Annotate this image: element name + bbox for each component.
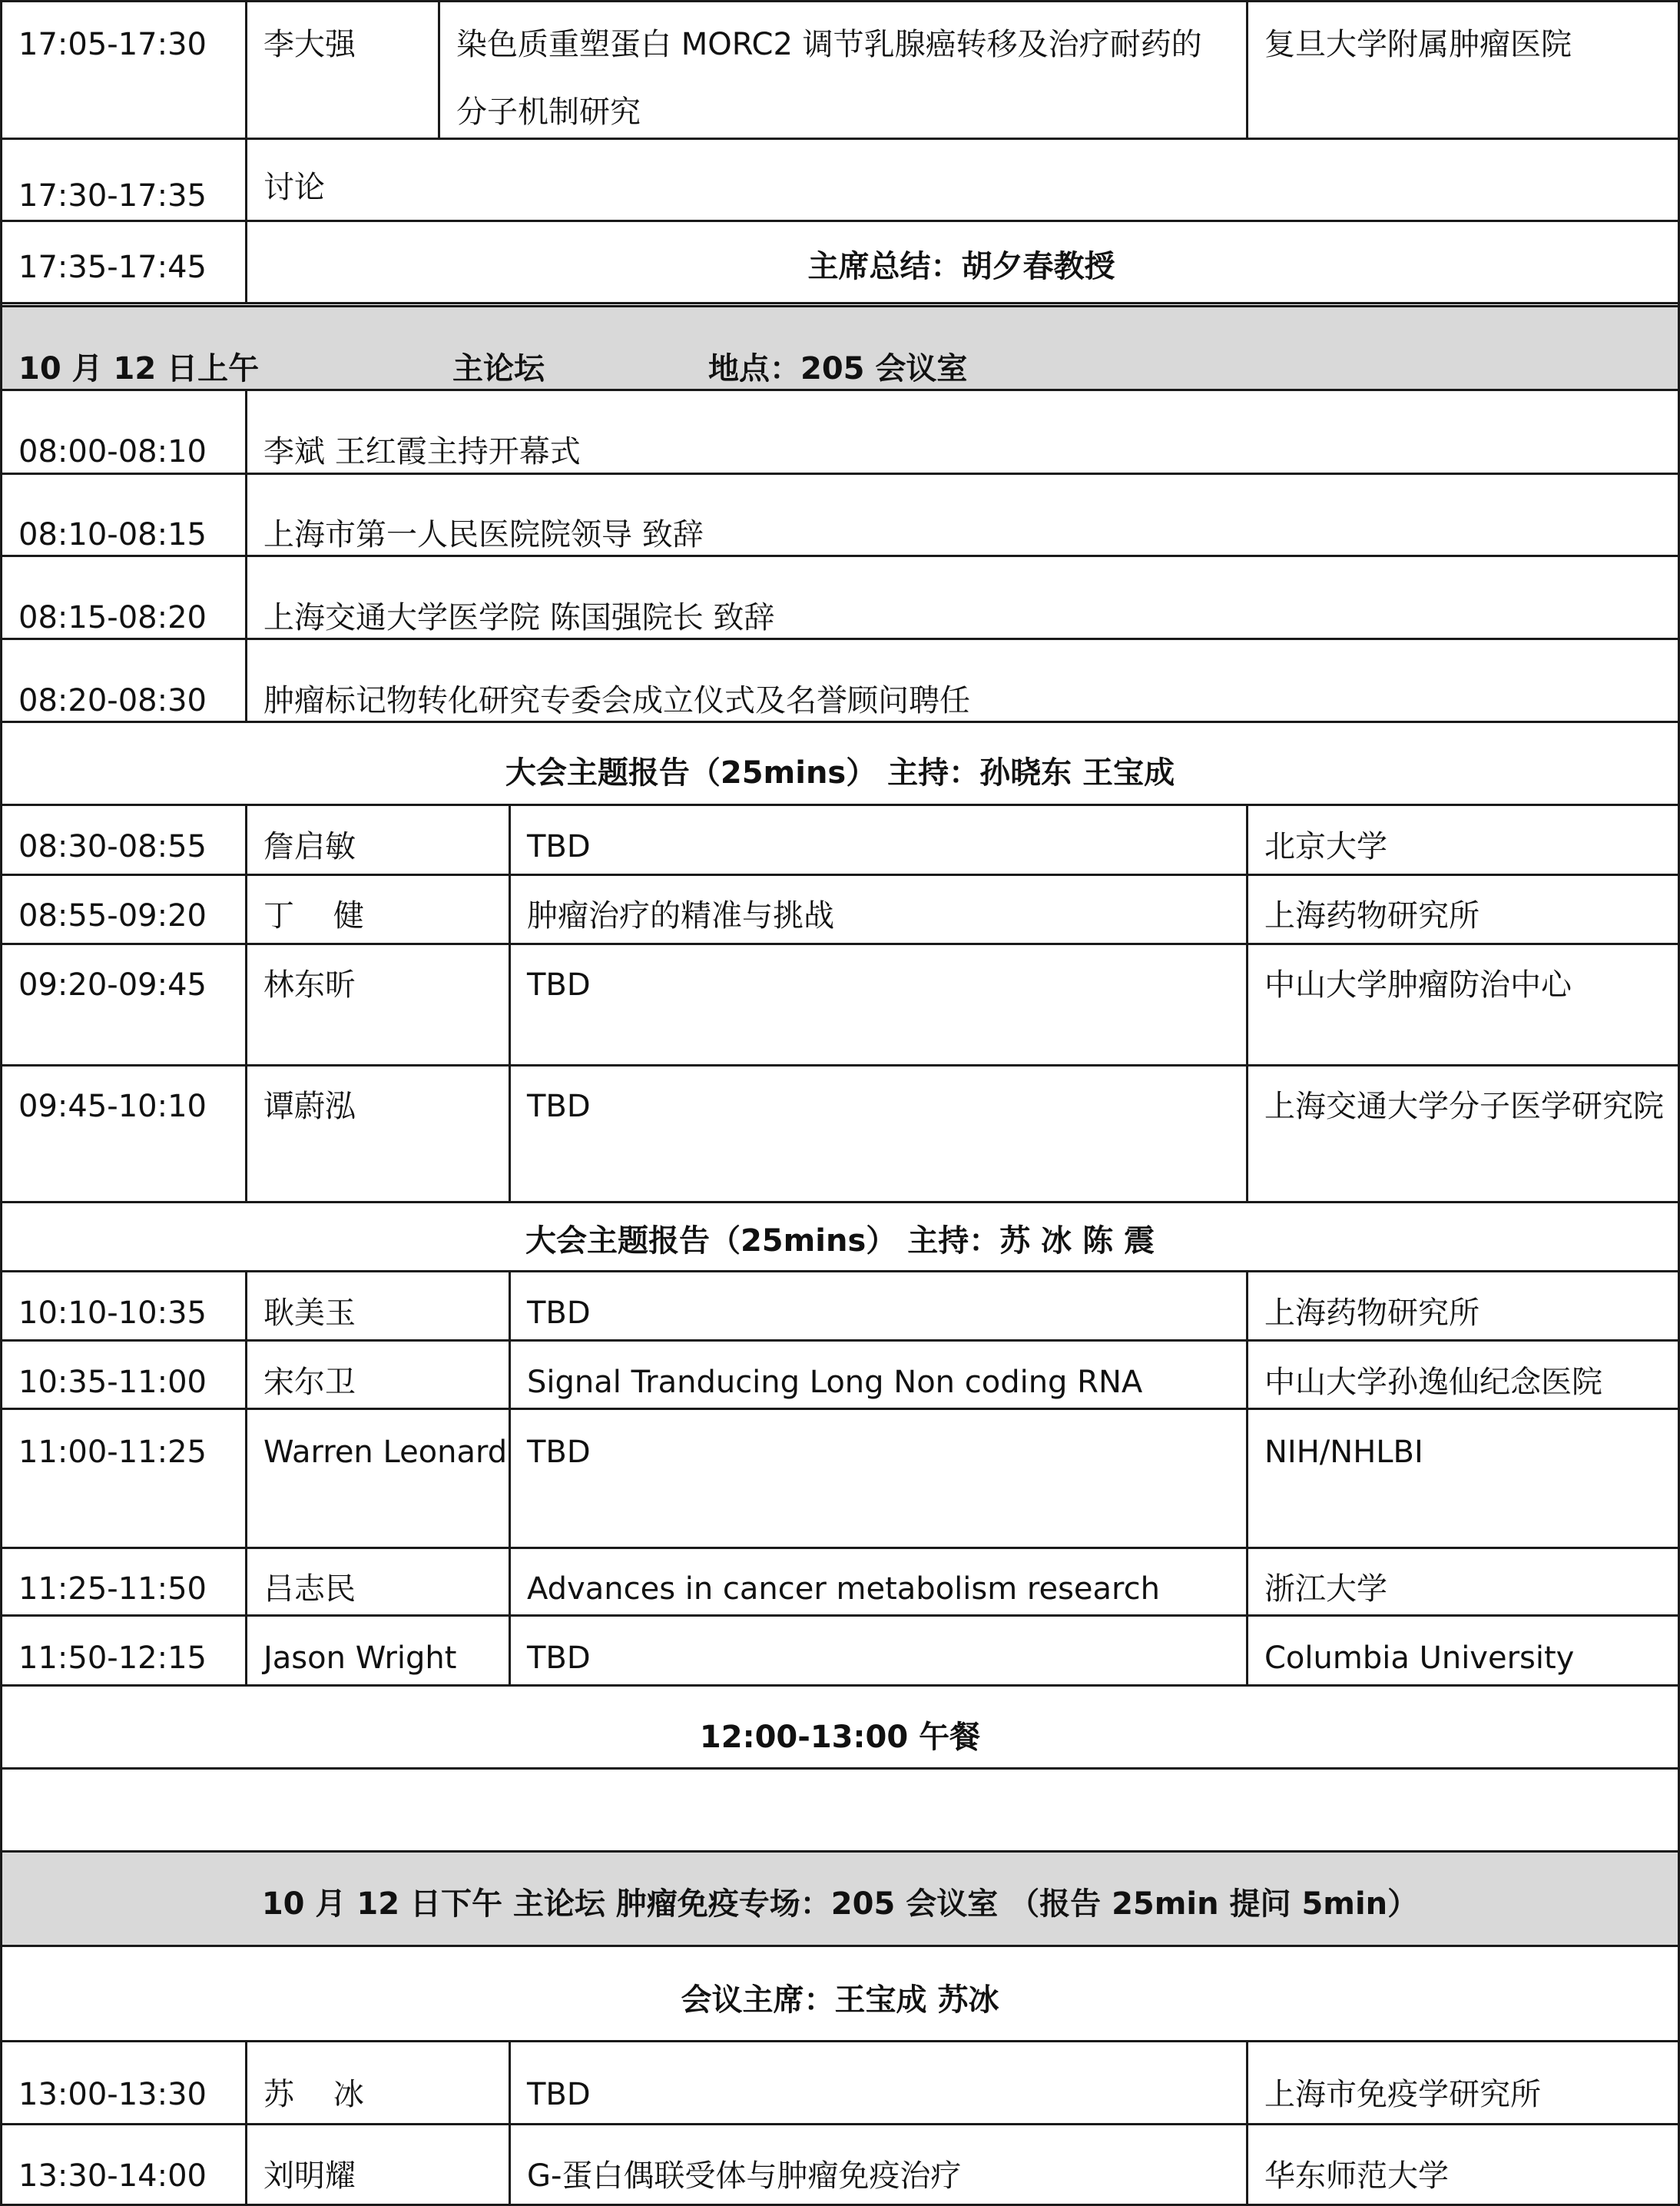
speaker-cell: 耿美玉	[263, 1295, 356, 1331]
time-cell: 10:35-11:00	[18, 1365, 207, 1400]
time-cell: 11:00-11:25	[18, 1435, 207, 1470]
institution-cell: 上海市免疫学研究所	[1264, 2077, 1541, 2112]
time-cell: 08:15-08:20	[18, 600, 207, 635]
rule	[0, 138, 1680, 140]
time-cell: 11:50-12:15	[18, 1640, 207, 1676]
talk-title-cell: TBD	[527, 1435, 591, 1470]
speaker-cell: 丁 健	[263, 898, 364, 934]
rule	[0, 638, 1680, 640]
rule	[0, 804, 1680, 806]
rule	[0, 305, 1680, 307]
time-cell: 08:30-08:55	[18, 829, 207, 864]
time-cell: 17:05-17:30	[18, 27, 207, 62]
rule	[0, 874, 1680, 876]
rule	[0, 2040, 1680, 2042]
rule	[0, 1850, 1680, 1853]
am-header-date: 10 月 12 日上午	[18, 351, 260, 386]
chair-summary-cell: 主席总结：胡夕春教授	[807, 248, 1115, 284]
institution-cell: 上海药物研究所	[1264, 898, 1480, 934]
pm-chair-row: 会议主席：王宝成 苏冰	[681, 1982, 999, 2018]
discussion-cell: 讨论	[263, 170, 325, 205]
rule	[0, 1408, 1680, 1410]
speaker-cell: 詹启敏	[263, 829, 356, 864]
time-cell: 08:55-09:20	[18, 898, 207, 934]
am-header-location: 地点：205 会议室	[708, 351, 968, 386]
talk-title-cell: TBD	[527, 1295, 591, 1331]
rule	[0, 1547, 1680, 1549]
institution-cell: 华东师范大学	[1264, 2158, 1449, 2194]
opening-item: 肿瘤标记物转化研究专委会成立仪式及名誉顾问聘任	[263, 683, 970, 718]
opening-item: 李斌 王红霞主持开幕式	[263, 434, 581, 469]
rule	[0, 1767, 1680, 1770]
rule	[0, 721, 1680, 723]
speaker-cell: 刘明耀	[263, 2158, 356, 2194]
speaker-cell: 苏 冰	[263, 2077, 364, 2112]
time-cell: 10:10-10:35	[18, 1295, 207, 1331]
rule	[0, 389, 1680, 391]
time-cell: 11:25-11:50	[18, 1571, 207, 1607]
talk-title-cell: 染色质重塑蛋白 MORC2 调节乳腺癌转移及治疗耐药的分子机制研究	[456, 27, 1202, 130]
institution-cell: 复旦大学附属肿瘤医院	[1264, 27, 1572, 62]
talk-title-cell: 肿瘤治疗的精准与挑战	[527, 898, 834, 934]
speaker-cell: Warren Leonard	[263, 1435, 508, 1470]
rule	[0, 1270, 1680, 1272]
speaker-cell: 谭蔚泓	[263, 1089, 356, 1124]
time-cell: 13:00-13:30	[18, 2077, 207, 2112]
time-cell: 08:10-08:15	[18, 517, 207, 552]
talk-title-cell: Signal Tranducing Long Non coding RNA	[527, 1365, 1143, 1400]
speaker-cell: 林东昕	[263, 967, 356, 1003]
rule	[0, 555, 1680, 557]
speaker-cell: 吕志民	[263, 1571, 356, 1607]
speaker-cell: 李大强	[263, 27, 356, 62]
talk-title-cell: TBD	[527, 1640, 591, 1676]
rule	[0, 1064, 1680, 1067]
speaker-cell: Jason Wright	[263, 1640, 457, 1676]
talk-title-cell: TBD	[527, 2077, 591, 2112]
rule	[0, 1684, 1680, 1687]
rule	[0, 1339, 1680, 1342]
rule	[0, 1945, 1680, 1947]
talk-title-cell: G-蛋白偶联受体与肿瘤免疫治疗	[527, 2158, 962, 2194]
time-cell: 09:45-10:10	[18, 1089, 207, 1124]
institution-cell: 北京大学	[1264, 829, 1387, 864]
institution-cell: NIH/NHLBI	[1264, 1435, 1423, 1470]
time-cell: 09:20-09:45	[18, 967, 207, 1003]
rule	[0, 1614, 1680, 1617]
institution-cell: 上海药物研究所	[1264, 1295, 1480, 1331]
lunch-row: 12:00-13:00 午餐	[699, 1720, 981, 1755]
rule	[0, 302, 1680, 304]
session2-header: 大会主题报告（25mins） 主持：苏 冰 陈 震	[525, 1223, 1155, 1259]
talk-title-cell: TBD	[527, 829, 591, 864]
talk-title-cell: TBD	[527, 1089, 591, 1124]
time-cell: 17:30-17:35	[18, 178, 207, 214]
pm-header: 10 月 12 日下午 主论坛 肿瘤免疫专场：205 会议室 （报告 25min 提问 5min）	[261, 1886, 1419, 1922]
time-cell: 17:35-17:45	[18, 250, 207, 285]
institution-cell: 中山大学孙逸仙纪念医院	[1264, 1365, 1602, 1400]
time-cell: 13:30-14:00	[18, 2158, 207, 2194]
rule	[0, 1201, 1680, 1203]
am-header-forum: 主论坛	[452, 351, 545, 386]
talk-title-cell: Advances in cancer metabolism research	[527, 1571, 1160, 1607]
institution-cell: 上海交通大学分子医学研究院	[1264, 1089, 1664, 1124]
institution-cell: 中山大学肿瘤防治中心	[1264, 967, 1572, 1003]
time-cell: 08:00-08:10	[18, 434, 207, 469]
opening-item: 上海交通大学医学院 陈国强院长 致辞	[263, 600, 775, 635]
time-cell: 08:20-08:30	[18, 683, 207, 718]
speaker-cell: 宋尔卫	[263, 1365, 356, 1400]
session1-header: 大会主题报告（25mins） 主持：孙晓东 王宝成	[505, 755, 1175, 791]
rule	[0, 473, 1680, 475]
talk-title-cell: TBD	[527, 967, 591, 1003]
rule	[0, 220, 1680, 222]
opening-item: 上海市第一人民医院院领导 致辞	[263, 517, 704, 552]
institution-cell: Columbia University	[1264, 1640, 1575, 1676]
institution-cell: 浙江大学	[1264, 1571, 1387, 1607]
rule	[0, 943, 1680, 945]
rule	[0, 2123, 1680, 2125]
